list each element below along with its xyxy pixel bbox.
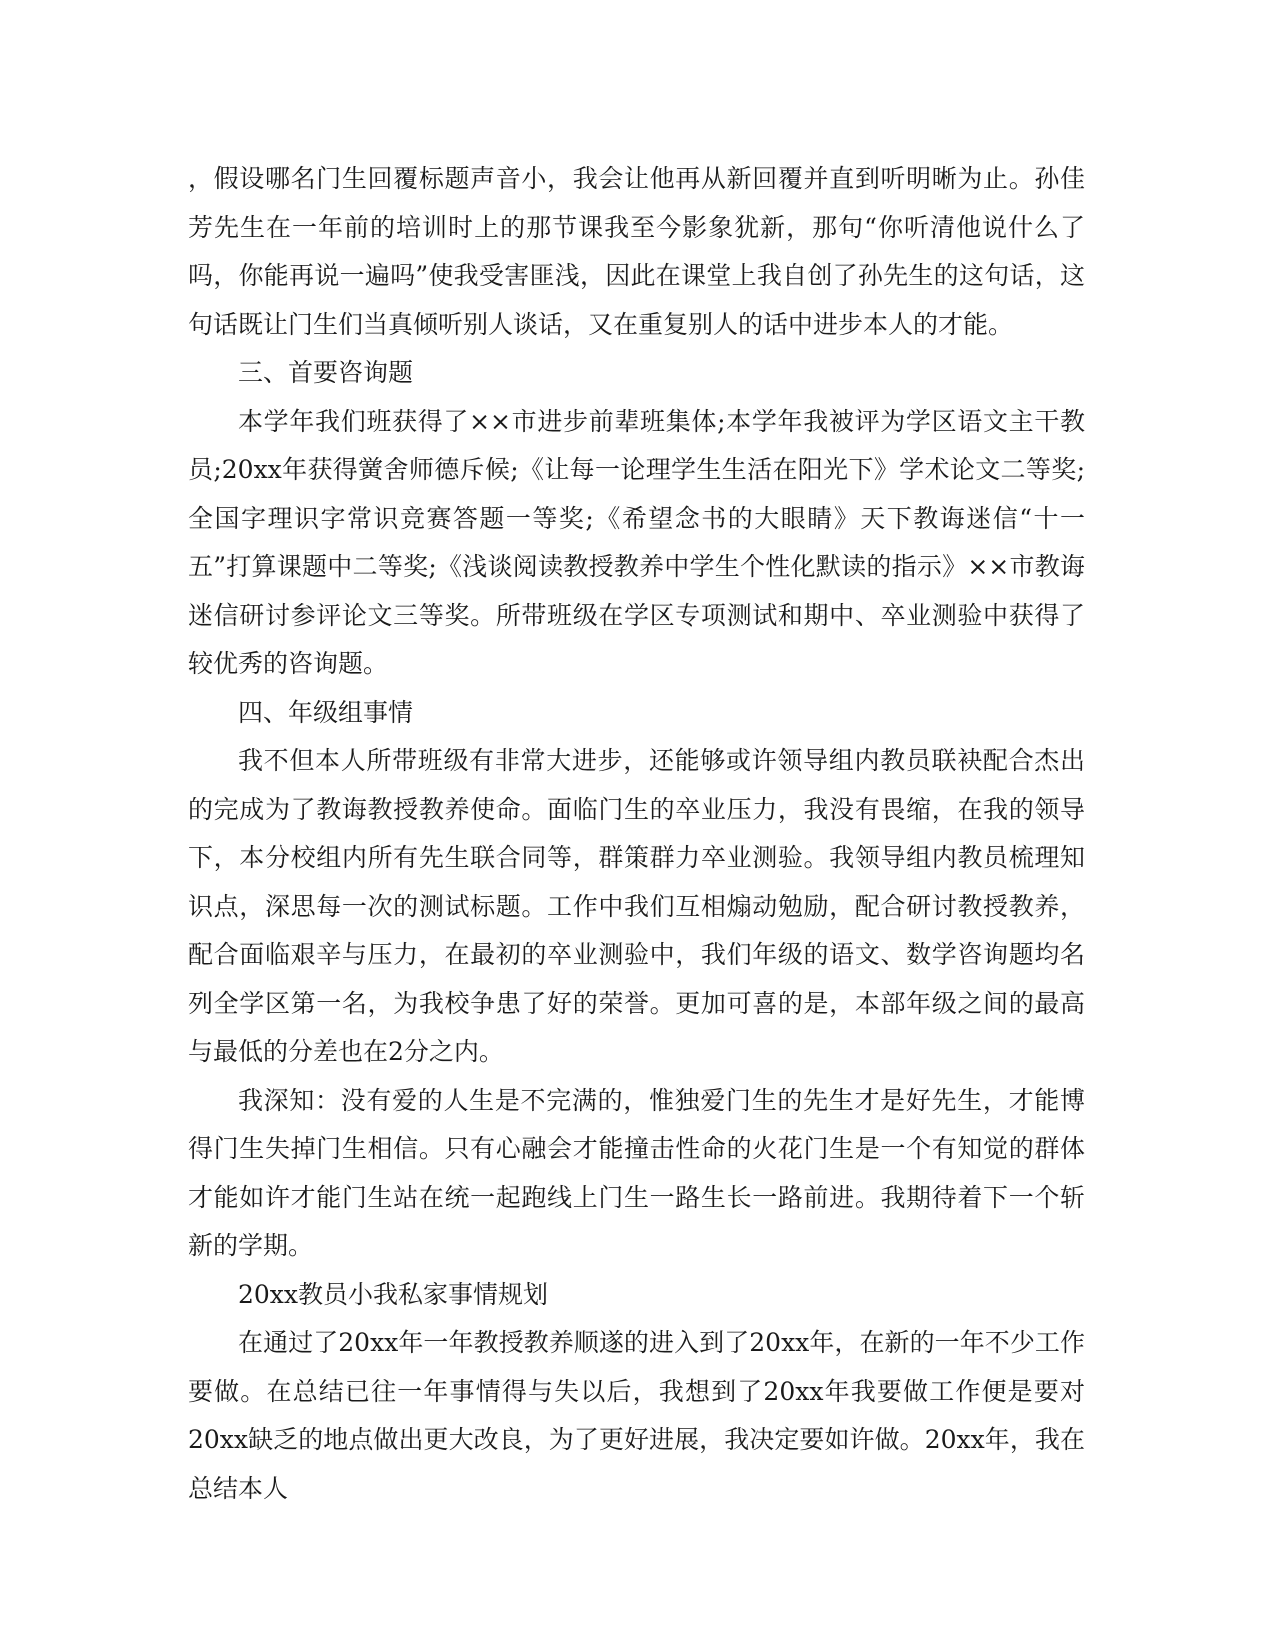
paragraph-achievements: 本学年我们班获得了××市进步前辈班集体;本学年我被评为学区语文主干教员;20xx年获得黉舍师德斥候;《让每一论理学生生活在阳光下》学术论文二等奖;全国字理识字常识竞赛答题一等奖;《希望念书的大眼睛》天下教诲迷信“十一五”打算课题中二等奖;《浅谈阅读教授教养中学生个性化默读的指示》××市教诲迷信研讨参评论文三等奖。所带班级在学区专项测试和期中、卒业测验中获得了较优秀的咨询题。: [188, 406, 1085, 678]
paragraph-grade-group: 我不但本人所带班级有非常大进步，还能够或许领导组内教员联袂配合杰出的完成为了教诲教授教养使命。面临门生的卒业压力，我没有畏缩，在我的领导下，本分校组内所有先生联合同等，群策群力卒业测验。我领导组内教员梳理知识点，深思每一次的测试标题。工作中我们互相煽动勉励，配合研讨教授教养，配合面临艰辛与压力，在最初的卒业测验中，我们年级的语文、数学咨询题均名列全学区第一名，为我校争患了好的荣誉。更加可喜的是，本部年级之间的最高与最低的分差也在2分之内。: [188, 746, 1085, 1066]
section-heading-grade-group-work: 四、年级组事情: [238, 697, 414, 727]
document-body: [188, 155, 1085, 1513]
paragraph-work-plan-intro: 在通过了20xx年一年教授教养顺遂的进入到了20xx年，在新的一年不少工作要做。在总结已往一年事情得与失以后，我想到了20xx年我要做工作便是要对20xx缺乏的地点做出更大改良，为了更好进展，我决定要如许做。20xx年，我在总结本人: [188, 1328, 1085, 1503]
paragraph-reflection: 我深知：没有爱的人生是不完满的，惟独爱门生的先生才是好先生，才能博得门生失掉门生相信。只有心融会才能撞击性命的火花门生是一个有知觉的群体才能如许才能门生站在统一起跑线上门生一路生长一路前进。我期待着下一个斩新的学期。: [188, 1085, 1085, 1260]
paragraph-continuation: ，假设哪名门生回覆标题声音小，我会让他再从新回覆并直到听明晰为止。孙佳芳先生在一年前的培训时上的那节课我至今影象犹新，那句“你听清他说什么了吗，你能再说一遍吗”使我受害匪浅，因此在课堂上我自创了孙先生的这句话，这句话既让门生们当真倾听别人谈话，又在重复别人的话中进步本人的才能。: [188, 164, 1085, 339]
section-heading-main-issues: 三、首要咨询题: [238, 358, 414, 387]
document-subtitle-work-plan: 20xx教员小我私家事情规划: [238, 1279, 549, 1309]
